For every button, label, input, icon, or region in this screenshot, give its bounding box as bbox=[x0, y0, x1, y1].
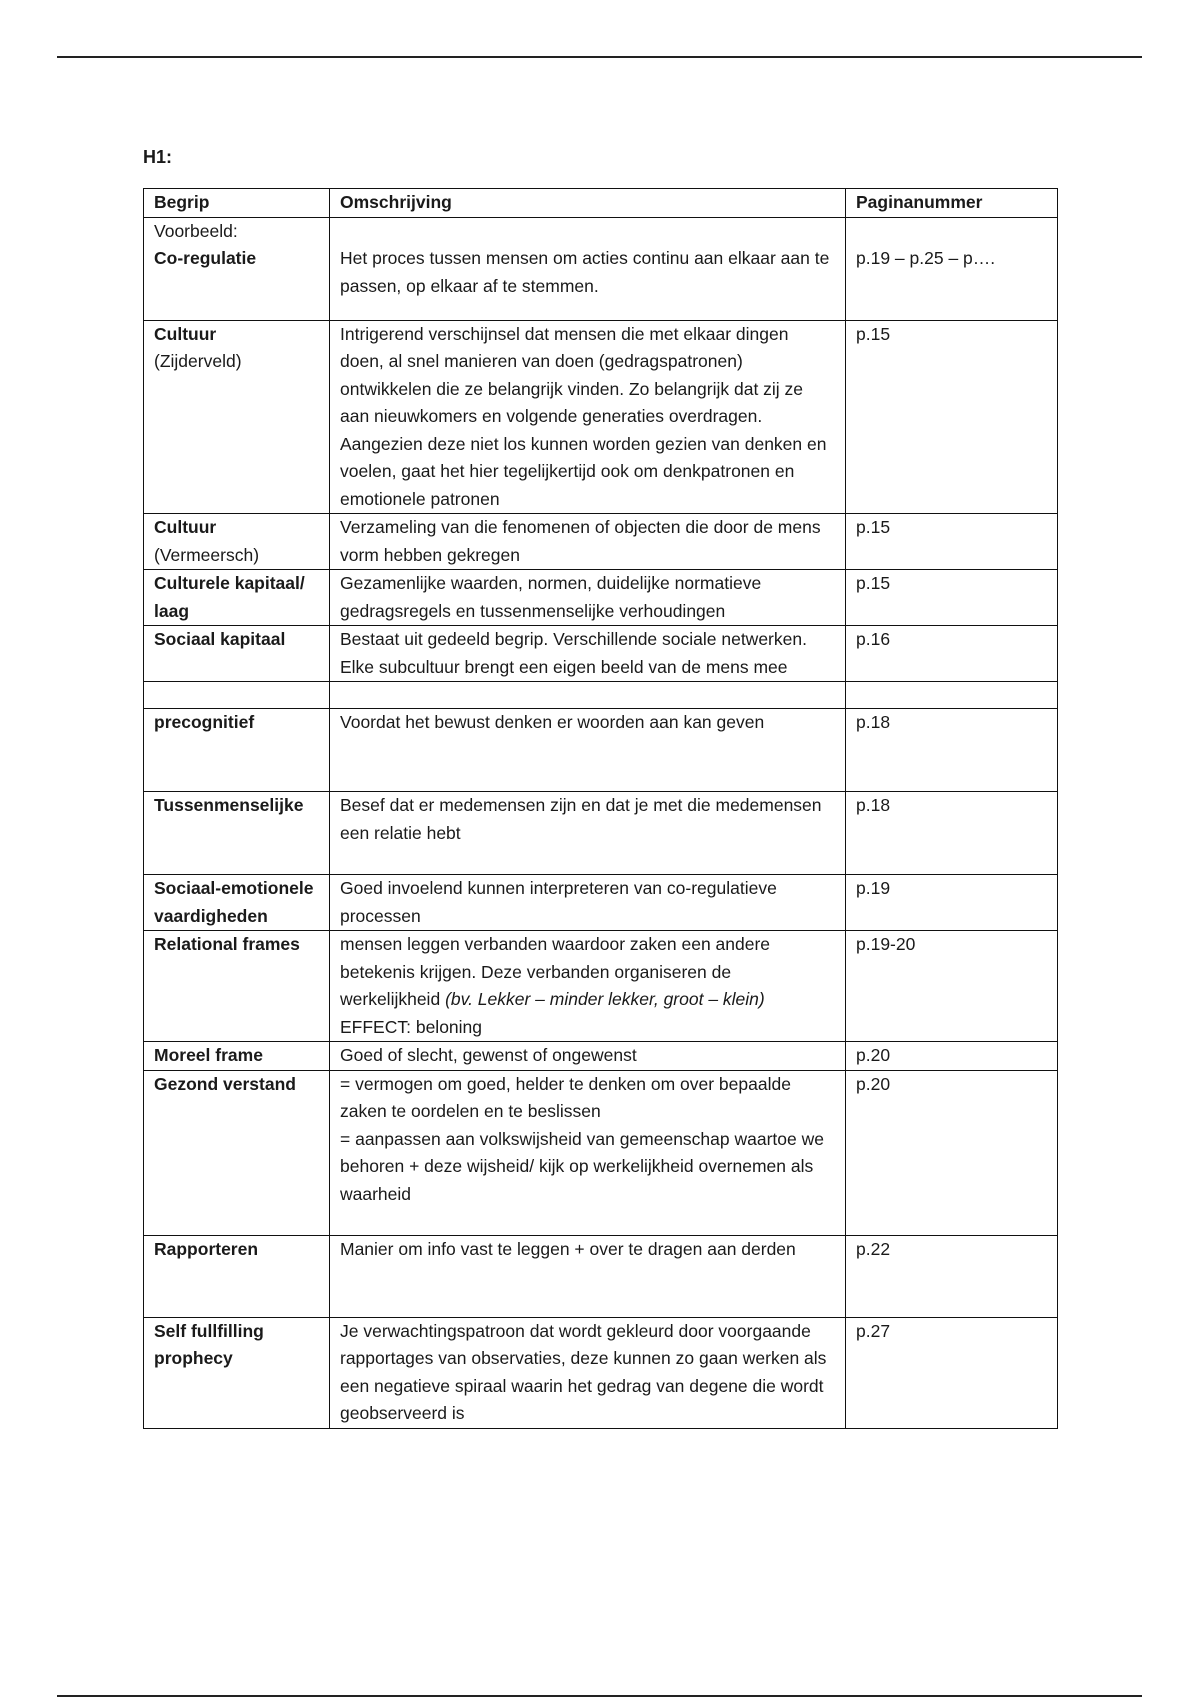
page-cell: p.20 bbox=[846, 1042, 1058, 1071]
term-cell bbox=[144, 570, 330, 626]
term-cell bbox=[144, 217, 330, 320]
term-source: (Vermeersch) bbox=[154, 544, 260, 565]
table-row bbox=[144, 792, 1058, 875]
term-cell bbox=[144, 1317, 330, 1428]
term-cell bbox=[144, 320, 330, 514]
term-cell bbox=[144, 514, 330, 570]
term-label: Cultuur bbox=[154, 517, 217, 537]
page-number: p.19 – p.25 – p…. bbox=[856, 248, 996, 268]
term-cell bbox=[144, 792, 330, 875]
description-text: Het proces tussen mensen om acties continu aan elkaar aan te passen, op elkaar af te stemmen. bbox=[340, 248, 830, 296]
description-example: (bv. Lekker – minder lekker, groot – klein) bbox=[445, 989, 765, 1009]
description-cell: Bestaat uit gedeeld begrip. Verschillende sociale netwerken. Elke subcultuur brengt een eigen beeld van de mens mee bbox=[330, 626, 846, 682]
term-label: Co-regulatie bbox=[154, 248, 257, 268]
description-line: = aanpassen aan volkswijsheid van gemeenschap waartoe we behoren + deze wijsheid/ kijk op werkelijkheid overnemen als waarheid bbox=[340, 1128, 824, 1204]
table-row bbox=[144, 875, 1058, 931]
table-row bbox=[144, 1317, 1058, 1428]
table-row bbox=[144, 320, 1058, 514]
table-row bbox=[144, 570, 1058, 626]
description-cell: Verzameling van die fenomenen of objecten die door de mens vorm hebben gekregen bbox=[330, 514, 846, 570]
table-row bbox=[144, 1042, 1058, 1071]
table-row bbox=[144, 709, 1058, 792]
term-cell bbox=[144, 1070, 330, 1235]
empty-cell bbox=[330, 682, 846, 709]
description-cell: Goed of slecht, gewenst of ongewenst bbox=[330, 1042, 846, 1071]
description-cell: Voordat het bewust denken er woorden aan kan geven bbox=[330, 709, 846, 792]
page-cell: p.18 bbox=[846, 709, 1058, 792]
page-cell: p.27 bbox=[846, 1317, 1058, 1428]
table-header-row bbox=[144, 189, 1058, 218]
term-label: precognitief bbox=[154, 712, 255, 732]
header-rule bbox=[57, 56, 1142, 58]
term-label: Relational frames bbox=[154, 934, 300, 954]
page-cell: p.19 bbox=[846, 875, 1058, 931]
header-term: Begrip bbox=[144, 189, 330, 218]
description-extra: EFFECT: beloning bbox=[340, 1016, 483, 1037]
footer-rule bbox=[57, 1695, 1142, 1697]
chapter-heading: H1: bbox=[143, 147, 173, 167]
term-cell bbox=[144, 1042, 330, 1071]
term-label: Moreel frame bbox=[154, 1045, 263, 1065]
term-label: Tussenmenselijke bbox=[154, 795, 304, 815]
term-label: Rapporteren bbox=[154, 1238, 259, 1259]
term-label: Sociaal-emotionele vaardigheden bbox=[154, 878, 314, 926]
description-cell: Manier om info vast te leggen + over te dragen aan derden bbox=[330, 1235, 846, 1317]
empty-row bbox=[144, 682, 1058, 709]
header-page: Paginanummer bbox=[846, 189, 1058, 218]
description-line: = vermogen om goed, helder te denken om over bepaalde zaken te oordelen en te beslissen bbox=[340, 1073, 791, 1121]
term-cell bbox=[144, 931, 330, 1042]
page-cell: p.18 bbox=[846, 792, 1058, 875]
glossary-table bbox=[143, 188, 1058, 1429]
description-cell: Intrigerend verschijnsel dat mensen die met elkaar dingen doen, al snel manieren van doen (gedragspatronen) ontwikkelen die ze belangrijk vinden. Zo belangrijk dat zij ze aan nieuwkomers en volgende generaties overdragen. Aangezien deze niet los kunnen worden gezien van denken en voelen, gaat het hier tegelijkertijd ook om denkpatronen en emotionele patronen bbox=[330, 320, 846, 514]
empty-cell bbox=[846, 682, 1058, 709]
term-cell bbox=[144, 626, 330, 682]
table-row bbox=[144, 931, 1058, 1042]
description-cell: Gezamenlijke waarden, normen, duidelijke normatieve gedragsregels en tussenmenselijke verhoudingen bbox=[330, 570, 846, 626]
term-label: Culturele kapitaal/ laag bbox=[154, 573, 305, 621]
term-label: Gezond verstand bbox=[154, 1073, 296, 1094]
page-cell: p.22 bbox=[846, 1235, 1058, 1317]
page-cell: p.20 bbox=[846, 1070, 1058, 1235]
table-row bbox=[144, 1235, 1058, 1317]
page-cell bbox=[846, 217, 1058, 320]
description-cell: Je verwachtingspatroon dat wordt gekleurd door voorgaande rapportages van observaties, deze kunnen zo gaan werken als een negatieve spiraal waarin het gedrag van degene die wordt geobserveerd is bbox=[330, 1317, 846, 1428]
empty-cell bbox=[144, 682, 330, 709]
page-cell: p.19-20 bbox=[846, 931, 1058, 1042]
description-cell bbox=[330, 1070, 846, 1235]
page-cell: p.15 bbox=[846, 570, 1058, 626]
description-cell: Besef dat er medemensen zijn en dat je met die medemensen een relatie hebt bbox=[330, 792, 846, 875]
table-row bbox=[144, 514, 1058, 570]
table-row bbox=[144, 1070, 1058, 1235]
page-cell: p.15 bbox=[846, 514, 1058, 570]
term-source: (Zijderveld) bbox=[154, 351, 242, 371]
header-description: Omschrijving bbox=[330, 189, 846, 218]
description-text: mensen leggen verbanden waardoor zaken een andere betekenis krijgen. Deze verbanden organiseren de werkelijkheid bbox=[340, 934, 771, 1009]
table-row bbox=[144, 626, 1058, 682]
term-cell bbox=[144, 1235, 330, 1317]
description-cell bbox=[330, 217, 846, 320]
term-label: Sociaal kapitaal bbox=[154, 629, 286, 649]
page-cell: p.16 bbox=[846, 626, 1058, 682]
term-label: Cultuur bbox=[154, 323, 217, 344]
term-cell bbox=[144, 709, 330, 792]
page-cell: p.15 bbox=[846, 320, 1058, 514]
term-cell bbox=[144, 875, 330, 931]
table-row bbox=[144, 217, 1058, 320]
term-label: Self fullfilling prophecy bbox=[154, 1320, 264, 1368]
description-cell bbox=[330, 931, 846, 1042]
example-prefix: Voorbeeld: bbox=[154, 220, 238, 241]
description-cell: Goed invoelend kunnen interpreteren van co-regulatieve processen bbox=[330, 875, 846, 931]
